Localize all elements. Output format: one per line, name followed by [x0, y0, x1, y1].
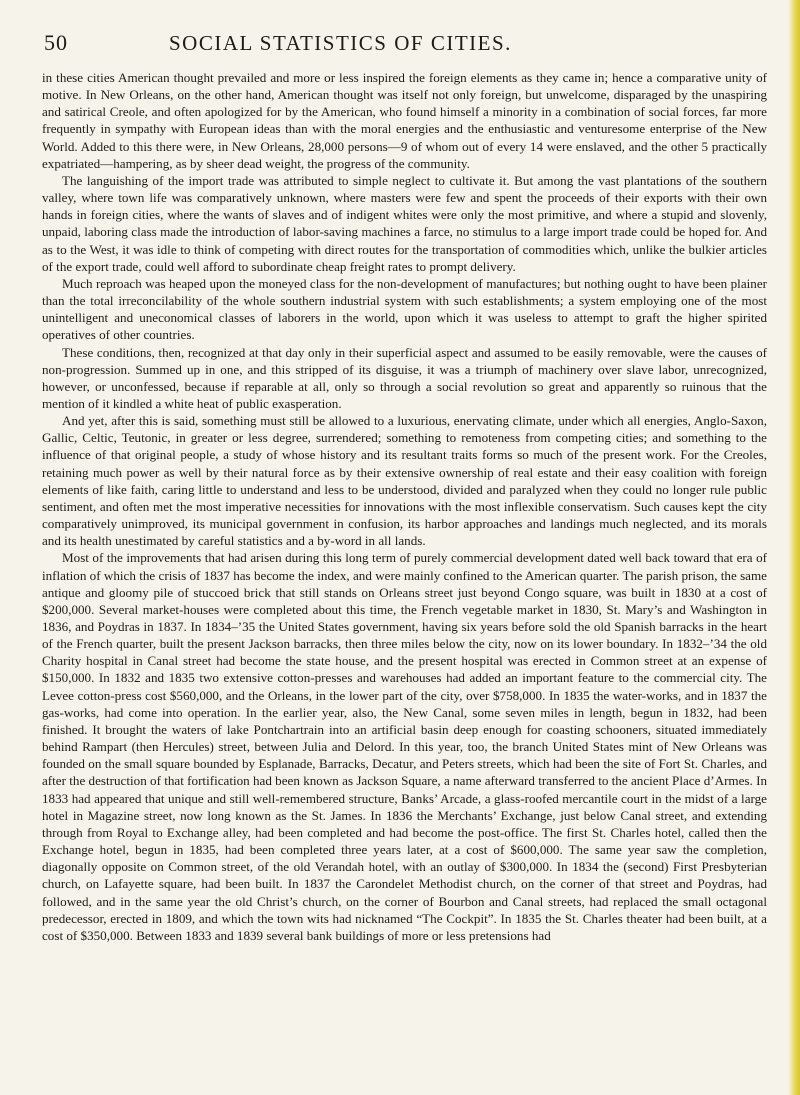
paragraph: These conditions, then, recognized at that day only in their superficial aspect and assumed to be easily removable, were the causes of non-progression. Summed up in one, and this stripped of its disguise, it was a triumph of machinery over slave labor, unrecognized, however, or unconfessed, because if reparable at all, only so through a social revolution so great and apparently so ruinous that the mention of it kindled a white heat of public exasperation. — [42, 344, 767, 411]
page-edge — [788, 0, 800, 1095]
body-text — [42, 69, 767, 944]
page-number: 50 — [44, 30, 68, 55]
paragraph: And yet, after this is said, something must still be allowed to a luxurious, enervating climate, under which all energies, Anglo-Saxon, Gallic, Celtic, Teutonic, in greater or less degree, surrendered; something to remoteness from competing cities; and something to the influence of that original people, a study of whose history and its resultant traits forms so much of the present work. For the Creoles, retaining much power as well by their natural force as by their extensive ownership of real estate and their easy coalition with foreign elements of like faith, caring little to understand and less to be understood, divided and paralyzed when they could no longer rule public sentiment, and often met the most imperative necessities for innovations with the most inflexible conservatism. Such causes kept the city comparatively unimproved, its municipal government in confusion, its harbor approaches and landings much neglected, and its morals and its health unestimated by careful statistics and a by-word in all lands. — [42, 413, 767, 549]
paragraph: in these cities American thought prevailed and more or less inspired the foreign elements as they came in; hence a comparative unity of motive. In New Orleans, on the other hand, American thought was itself not only foreign, but unwelcome, disparaged by the unaspiring and satirical Creole, and often apologized for by the American, who found himself a minority in a combination of social forces, far more frequently in sympathy with European ideas than with the moral energies and the enthusiastic and venturesome enterprise of the New World. Added to this there were, in New Orleans, 28,000 persons—9 of whom out of every 14 were enslaved, and the other 5 practically expatriated—hampering, as by sheer dead weight, the progress of the community. — [42, 70, 767, 171]
page-header — [44, 30, 744, 60]
paragraph: The languishing of the import trade was attributed to simple neglect to cultivate it. But among the vast plantations of the southern valley, where town life was comparatively unknown, where masters were few and spent the proceeds of their exports with their own hands in foreign cities, where the wants of slaves and of indigent whites were only the most primitive, and where a stupid and slovenly, unpaid, laboring class made the introduction of labor-saving machines a farce, no stimulus to a large import trade could be hoped for. And as to the West, it was idle to think of competing with direct routes for the transportation of commodities which, unlike the bulkier articles of the export trade, could well afford to subordinate cheap freight rates to prompt delivery. — [42, 172, 767, 274]
running-head: SOCIAL STATISTICS OF CITIES. — [169, 31, 512, 55]
paragraph: Most of the improvements that had arisen during this long term of purely commercial development dated well back toward that era of inflation of which the crisis of 1837 has become the index, and were mainly confined to the American quarter. The parish prison, the same antique and gloomy pile of stuccoed brick that still stands on Orleans street just beyond Congo square, was built in 1830 at a cost of $200,000. Several market-houses were completed about this time, the French vegetable market in 1830, St. Mary’s and Washington in 1836, and Poydras in 1837. In 1834–’35 the United States government, having six years before sold the old Spanish barracks in the heart of the French quarter, built the present Jackson barracks, then three miles below the city, now on its lower boundary. In 1832–’34 the old Charity hospital in Canal street had become the state house, and the present hospital was erected in Common street at an expense of $150,000. In 1832 and 1835 two extensive cotton-presses and warehouses had added an important feature to the commercial city. The Levee cotton-press cost $560,000, and the Orleans, in the lower part of the city, over $758,000. In 1835 the water-works, and in 1837 the gas-works, had come into operation. In the earlier year, also, the New Canal, some seven miles in length, begun in 1832, had been finished. It brought the waters of lake Pontchartrain into an artificial basin deep enough for coasting schooners, situated immediately behind Rampart (then Hercules) street, between Julia and Delord. In this year, too, the branch United States mint of New Orleans was founded on the small square bounded by Esplanade, Barracks, Decatur, and Peters streets, which had been the site of Fort St. Charles, and after the destruction of that fortification had been known as Jackson Square, a name afterward transferred to the ancient Place d’Armes. In 1833 had appeared that unique and still well-remembered structure, Banks’ Arcade, a glass-roofed mercantile court in the midst of a large hotel in Magazine street, now long known as the St. James. In 1836 the Merchants’ Exchange, just below Canal street, and extending through from Royal to Exchange alley, had been completed and had become the post-office. The first St. Charles hotel, called then the Exchange hotel, begun in 1835, had been completed three years later, at a cost of $600,000. The same year saw the completion, diagonally opposite on Common street, of the old Verandah hotel, with an outlay of $300,000. In 1834 the (second) First Presbyterian church, on Lafayette square, had been built. In 1837 the Carondelet Methodist church, on the corner of that street and Poydras, had followed, and in the same year the old Christ’s church, on the corner of Bourbon and Canal streets, had replaced the small octagonal predecessor, erected in 1809, and which the town wits had nicknamed “The Cockpit”. In 1835 the St. Charles theater had been built, at a cost of $350,000. Between 1833 and 1839 several bank buildings of more or less pretensions had — [42, 550, 767, 943]
paragraph: Much reproach was heaped upon the moneyed class for the non-development of manufactures; but nothing ought to have been plainer than the total irreconcilability of the whole southern industrial system with such establishments; a system employing one of the most unintelligent and uneconomical classes of laborers in the world, upon which it was useless to attempt to graft the higher spirited operatives of other countries. — [42, 275, 767, 343]
